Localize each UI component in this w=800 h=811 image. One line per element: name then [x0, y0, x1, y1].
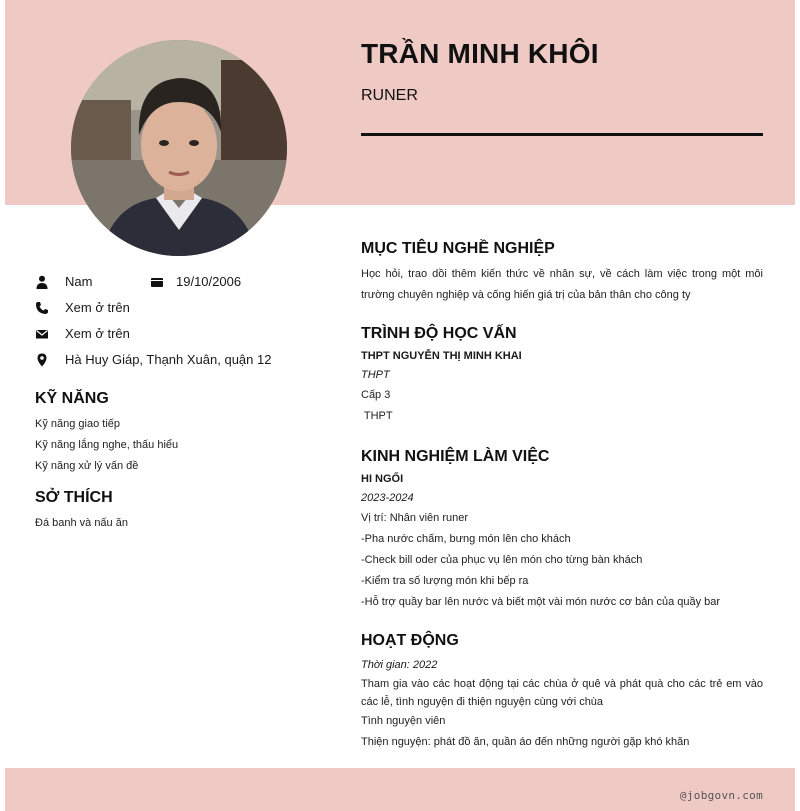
person-icon — [35, 275, 49, 289]
avatar-photo — [71, 40, 287, 256]
experience-line: -Hỗ trợ quầy bar lên nước và biết một vài món nước cơ bản của quầy bar — [361, 596, 721, 608]
address-row — [35, 348, 335, 374]
phone-value: Xem ở trên — [65, 300, 130, 315]
header-divider — [361, 133, 763, 136]
skill-item: Kỹ năng giao tiếp — [35, 418, 121, 430]
candidate-role: RUNER — [361, 87, 418, 104]
education-note: THPT — [361, 410, 393, 422]
calendar-icon — [150, 275, 164, 289]
hobbies-text: Đá banh và nấu ăn — [35, 517, 128, 529]
left-column — [35, 270, 335, 534]
cv-page — [5, 0, 795, 811]
email-value: Xem ở trên — [65, 326, 130, 341]
objective-section — [361, 240, 763, 306]
experience-line: -Pha nước chấm, bưng món lên cho khách — [361, 533, 571, 545]
hobbies-title: SỞ THÍCH — [35, 489, 113, 506]
education-level: Cấp 3 — [361, 389, 391, 401]
phone-row — [35, 296, 335, 322]
experience-line: Vị trí: Nhân viên runer — [361, 512, 468, 524]
location-pin-icon — [35, 353, 49, 367]
footer-watermark: @jobgovn.com — [679, 789, 763, 802]
skill-item: Kỹ năng lắng nghe, thấu hiểu — [35, 439, 179, 451]
objective-text: Học hỏi, trao dồi thêm kiến thức về nhân sự, về cách làm việc trong một môi trường chuyên nghiệp và cống hiến giá trị của bản thân cho công ty — [361, 268, 763, 301]
objective-title: MỤC TIÊU NGHỀ NGHIỆP — [361, 240, 555, 257]
gender-birthdate-row — [35, 270, 335, 296]
activity-line: Thiện nguyện: phát đồ ăn, quần áo đến những người gặp khó khăn — [361, 736, 690, 748]
activities-title: HOẠT ĐỘNG — [361, 632, 459, 649]
skills-list — [35, 414, 335, 477]
activities-section — [361, 632, 763, 753]
experience-period: 2023-2024 — [361, 492, 414, 504]
email-row — [35, 322, 335, 348]
footer-band — [5, 768, 795, 811]
skills-title: KỸ NĂNG — [35, 390, 109, 407]
candidate-name: TRẦN MINH KHÔI — [361, 38, 599, 69]
experience-title: KINH NGHIỆM LÀM VIỆC — [361, 448, 550, 465]
activity-line: Tham gia vào các hoạt động tại các chùa ở quê và phát quà cho các trẻ em vào các lễ, tình nguyện đi thiện nguyện cùng với chùa — [361, 678, 763, 708]
avatar — [71, 40, 287, 256]
birthdate-value: 19/10/2006 — [176, 274, 242, 289]
activity-line: Tình nguyện viên — [361, 715, 446, 727]
gender-value: Nam — [65, 274, 93, 289]
address-value: Hà Huy Giáp, Thạnh Xuân, quận 12 — [65, 352, 272, 367]
skill-item: Kỹ năng xử lý vấn đề — [35, 460, 139, 472]
mail-icon — [35, 327, 49, 341]
experience-line: -Kiểm tra số lượng món khi bếp ra — [361, 575, 529, 587]
school-name: THPT NGUYỄN THỊ MINH KHAI — [361, 350, 522, 362]
education-title: TRÌNH ĐỘ HỌC VẤN — [361, 325, 517, 342]
experience-line: -Check bill oder của phục vụ lên món cho từng bàn khách — [361, 554, 643, 566]
phone-icon — [35, 301, 49, 315]
experience-section — [361, 448, 763, 613]
activities-time: Thời gian: 2022 — [361, 659, 438, 671]
education-section — [361, 325, 763, 427]
education-type: THPT — [361, 369, 390, 381]
company-name: HI NGỐI — [361, 473, 404, 485]
